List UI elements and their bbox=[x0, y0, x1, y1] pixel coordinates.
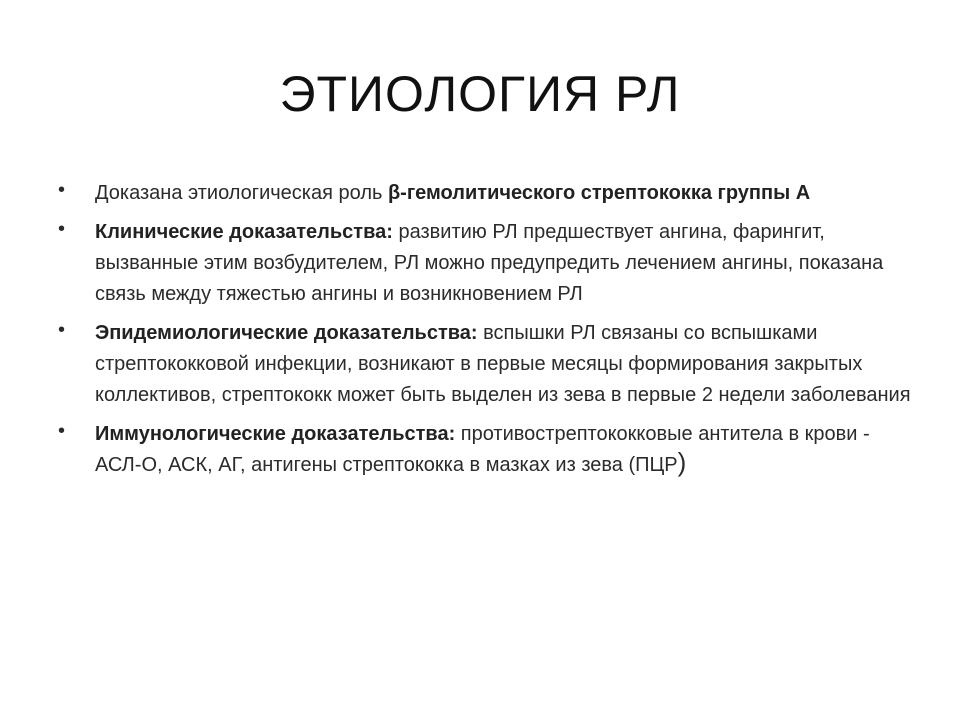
bullet-marker: • bbox=[58, 218, 66, 240]
bullet-clinical-evidence bbox=[58, 217, 918, 310]
bullet-heading: Эпидемиологические доказательства: bbox=[95, 322, 478, 344]
bullet-etiology-role bbox=[58, 178, 918, 209]
bullet-bold-text: β-гемолитического стрептококка группы А bbox=[387, 182, 811, 204]
closing-paren: ) bbox=[677, 447, 687, 477]
bullet-heading: Клинические доказательства: bbox=[95, 221, 393, 243]
slide-title: ЭТИОЛОГИЯ РЛ bbox=[279, 66, 681, 122]
bullet-marker: • bbox=[58, 179, 66, 201]
bullet-marker: • bbox=[58, 319, 66, 341]
bullet-list bbox=[58, 178, 918, 483]
bullet-immunological-evidence bbox=[58, 419, 918, 481]
bullet-marker: • bbox=[58, 420, 66, 442]
bullet-heading: Иммунологические доказательства: bbox=[95, 423, 456, 445]
bullet-body-text: противострептококковые антитела в крови - АСЛ-О, АСК, АГ, антигены стрептококка в мазках из зева (ПЦР bbox=[95, 423, 870, 476]
bullet-lead-text: Доказана этиологическая роль bbox=[95, 182, 388, 204]
bullet-body-text: развитию РЛ предшествует ангина, фарингит, вызванные этим возбудителем, РЛ можно предупредить лечением ангины, показана связь между тяжестью ангины и возникновением РЛ bbox=[95, 221, 884, 305]
bullet-epidemiological-evidence bbox=[58, 318, 918, 411]
bullet-body-text: вспышки РЛ связаны со вспышками стрептококковой инфекции, возникают в первые месяцы формирования закрытых коллективов, стрептококк может быть выделен из зева в первые 2 недели заболевания bbox=[95, 322, 911, 406]
